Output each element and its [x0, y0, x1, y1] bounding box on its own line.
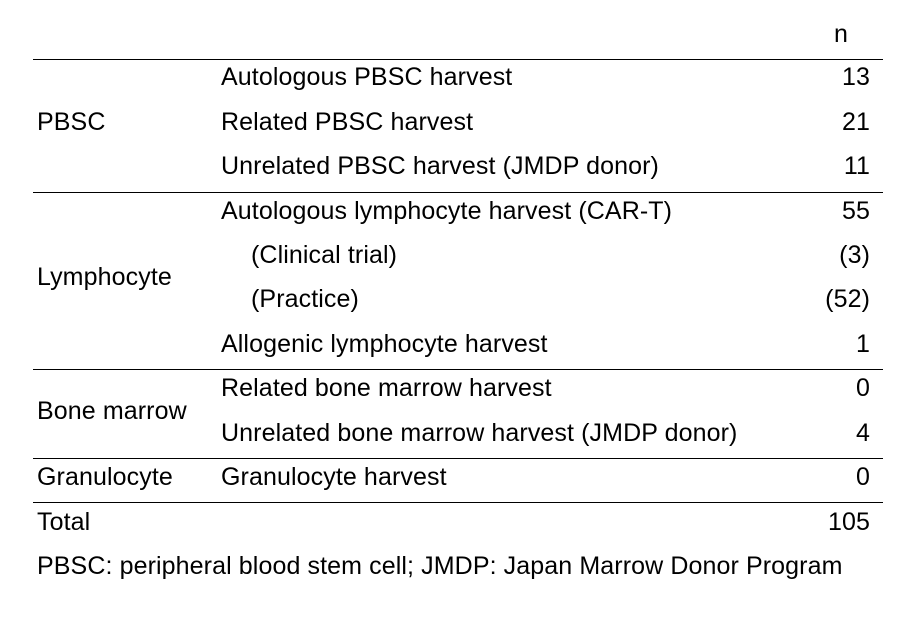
column-header-n: n — [834, 20, 849, 48]
row-label: Granulocyte harvest — [221, 463, 447, 491]
category-pbsc: PBSC — [37, 108, 106, 136]
row-label-indented: (Practice) — [251, 285, 359, 313]
row-count: 21 — [841, 108, 870, 136]
row-count: 13 — [841, 63, 870, 91]
group-rule — [33, 192, 883, 193]
row-count: 1 — [855, 330, 870, 358]
row-count: (3) — [839, 241, 870, 269]
row-count: 4 — [855, 419, 870, 447]
row-label: Unrelated PBSC harvest (JMDP donor) — [221, 152, 659, 180]
row-label: Related bone marrow harvest — [221, 374, 552, 402]
row-label: Allogenic lymphocyte harvest — [221, 330, 548, 358]
group-rule — [33, 458, 883, 459]
category-granulocyte: Granulocyte — [37, 463, 173, 491]
group-rule — [33, 369, 883, 370]
row-label: Unrelated bone marrow harvest (JMDP donor) — [221, 419, 738, 447]
row-label: Related PBSC harvest — [221, 108, 474, 136]
row-count: 0 — [855, 374, 870, 402]
row-label-indented: (Clinical trial) — [251, 241, 398, 269]
category-bone-marrow: Bone marrow — [37, 397, 187, 425]
category-lymphocyte: Lymphocyte — [37, 263, 172, 291]
row-label: Autologous lymphocyte harvest (CAR-T) — [221, 197, 673, 225]
row-count: (52) — [825, 285, 870, 313]
total-rule — [33, 502, 883, 503]
total-label: Total — [37, 508, 91, 536]
footnote: PBSC: peripheral blood stem cell; JMDP: Japan Marrow Donor Program — [37, 552, 843, 580]
row-count: 55 — [841, 197, 870, 225]
row-count: 0 — [855, 463, 870, 491]
row-label: Autologous PBSC harvest — [221, 63, 513, 91]
row-count: 11 — [843, 152, 870, 180]
header-rule — [33, 59, 883, 60]
total-count: 105 — [827, 508, 870, 536]
